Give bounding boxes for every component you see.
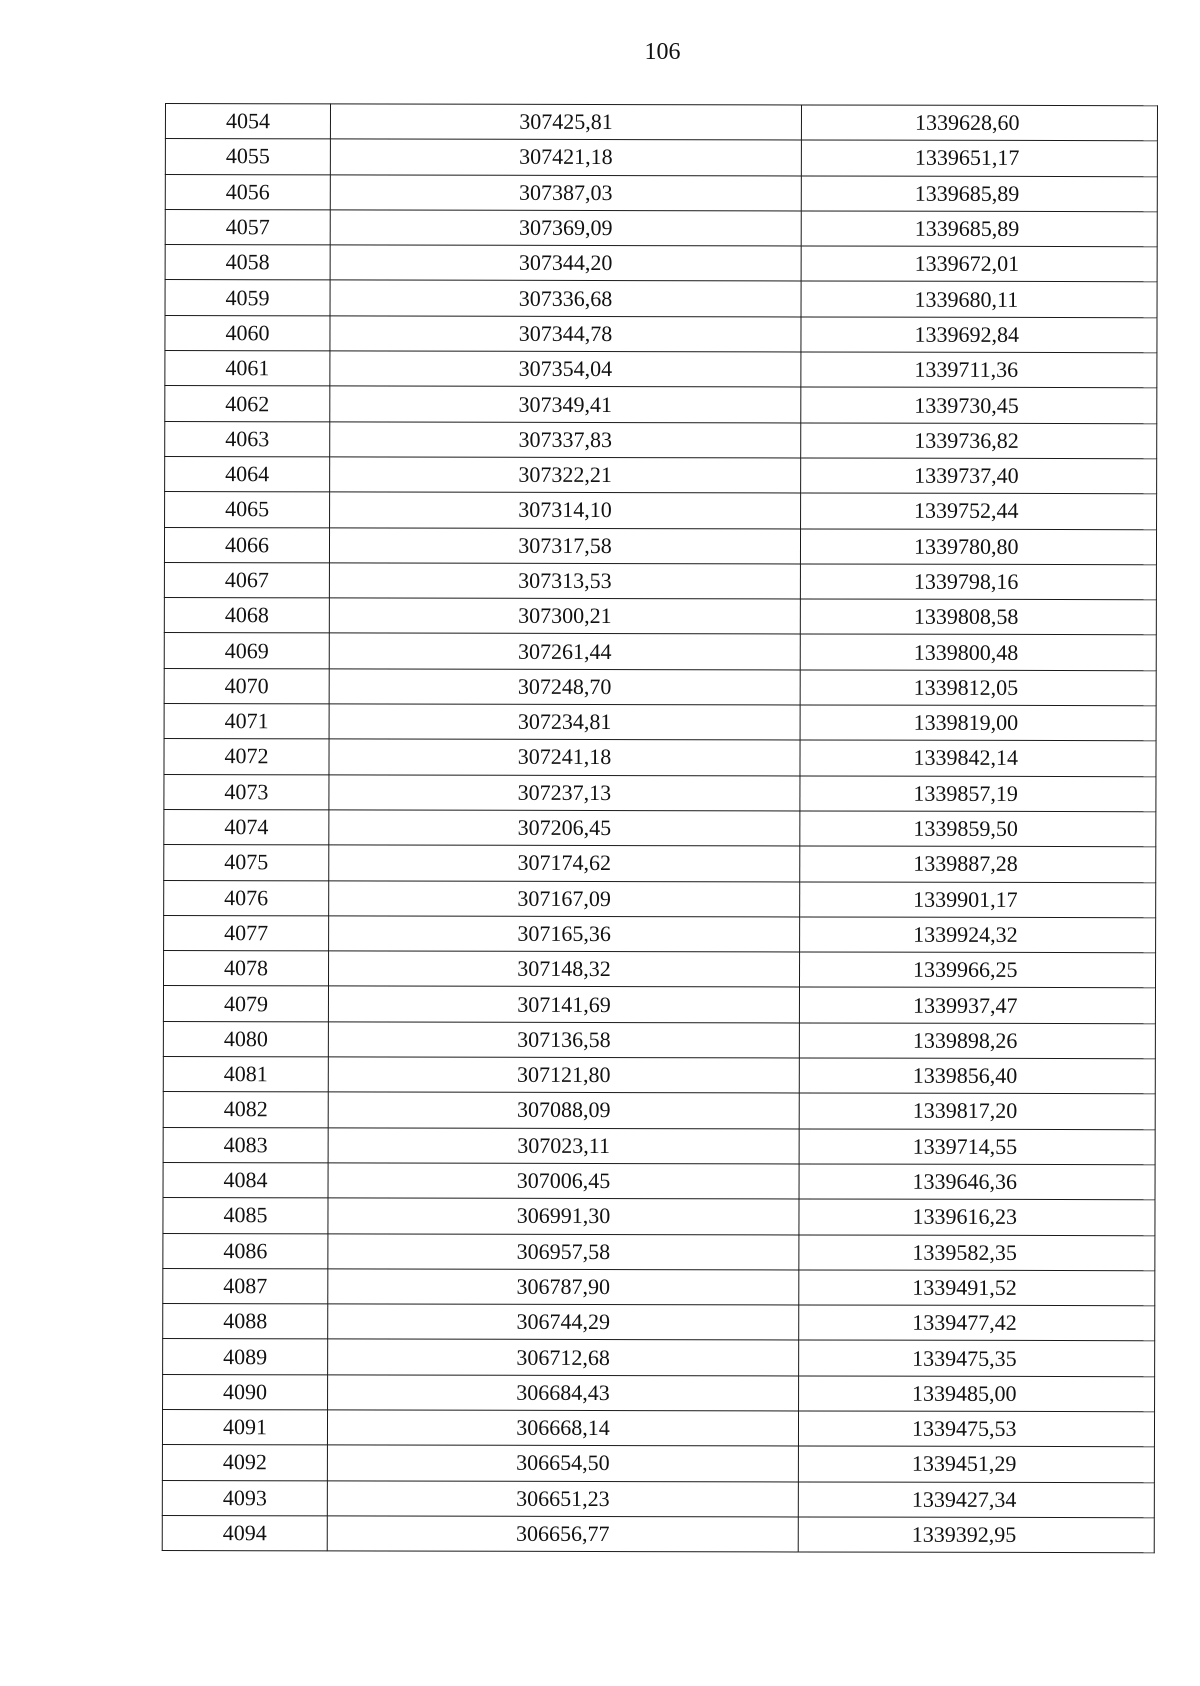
x-coordinate-cell: 307006,45 <box>328 1163 799 1199</box>
y-coordinate-cell: 1339937,47 <box>799 987 1155 1023</box>
y-coordinate-cell: 1339901,17 <box>800 881 1156 917</box>
table-row <box>164 915 1156 953</box>
point-number-cell: 4082 <box>163 1092 328 1128</box>
table-row <box>163 1339 1155 1377</box>
y-coordinate-cell: 1339812,05 <box>800 670 1156 706</box>
table-row <box>162 1515 1154 1553</box>
table-row <box>165 351 1157 389</box>
y-coordinate-cell: 1339808,58 <box>800 599 1156 635</box>
table-row <box>164 739 1156 777</box>
x-coordinate-cell: 306957,58 <box>328 1233 799 1269</box>
x-coordinate-cell: 307141,69 <box>328 986 799 1022</box>
x-coordinate-cell: 307167,09 <box>329 880 800 916</box>
point-number-cell: 4061 <box>165 351 330 387</box>
table-row <box>165 174 1157 212</box>
point-number-cell: 4062 <box>165 386 330 422</box>
y-coordinate-cell: 1339898,26 <box>799 1023 1155 1059</box>
point-number-cell: 4078 <box>163 951 328 987</box>
point-number-cell: 4058 <box>165 245 330 281</box>
y-coordinate-cell: 1339427,34 <box>798 1482 1154 1518</box>
point-number-cell: 4063 <box>165 421 330 457</box>
x-coordinate-cell: 307317,58 <box>329 527 800 563</box>
table-row <box>163 1092 1155 1130</box>
coordinates-table <box>162 103 1158 1553</box>
y-coordinate-cell: 1339692,84 <box>801 317 1157 353</box>
x-coordinate-cell: 307023,11 <box>328 1127 799 1163</box>
point-number-cell: 4064 <box>165 456 330 492</box>
x-coordinate-cell: 307387,03 <box>330 174 801 210</box>
point-number-cell: 4081 <box>163 1057 328 1093</box>
table-row <box>165 280 1157 318</box>
table-row <box>164 809 1156 847</box>
y-coordinate-cell: 1339817,20 <box>799 1093 1155 1129</box>
table-row <box>165 104 1157 142</box>
point-number-cell: 4076 <box>164 880 329 916</box>
y-coordinate-cell: 1339966,25 <box>799 952 1155 988</box>
y-coordinate-cell: 1339475,35 <box>799 1340 1155 1376</box>
x-coordinate-cell: 307344,78 <box>330 316 801 352</box>
y-coordinate-cell: 1339752,44 <box>801 493 1157 529</box>
point-number-cell: 4087 <box>163 1268 328 1304</box>
table-row <box>162 1409 1154 1447</box>
x-coordinate-cell: 306744,29 <box>328 1304 799 1340</box>
y-coordinate-cell: 1339646,36 <box>799 1164 1155 1200</box>
table-row <box>165 245 1157 283</box>
y-coordinate-cell: 1339651,17 <box>801 140 1157 176</box>
y-coordinate-cell: 1339842,14 <box>800 740 1156 776</box>
x-coordinate-cell: 307349,41 <box>330 386 801 422</box>
x-coordinate-cell: 306712,68 <box>328 1339 799 1375</box>
y-coordinate-cell: 1339475,53 <box>798 1411 1154 1447</box>
y-coordinate-cell: 1339887,28 <box>800 846 1156 882</box>
y-coordinate-cell: 1339857,19 <box>800 776 1156 812</box>
point-number-cell: 4057 <box>165 209 330 245</box>
y-coordinate-cell: 1339672,01 <box>801 246 1157 282</box>
page-number: 106 <box>644 39 681 65</box>
table-row <box>163 1127 1155 1165</box>
x-coordinate-cell: 307248,70 <box>329 669 800 705</box>
y-coordinate-cell: 1339798,16 <box>800 564 1156 600</box>
y-coordinate-cell: 1339685,89 <box>801 176 1157 212</box>
y-coordinate-cell: 1339477,42 <box>799 1305 1155 1341</box>
point-number-cell: 4065 <box>165 492 330 528</box>
y-coordinate-cell: 1339685,89 <box>801 211 1157 247</box>
x-coordinate-cell: 307421,18 <box>330 139 801 175</box>
point-number-cell: 4055 <box>165 139 330 175</box>
point-number-cell: 4093 <box>162 1480 327 1516</box>
y-coordinate-cell: 1339780,80 <box>800 529 1156 565</box>
point-number-cell: 4070 <box>164 668 329 704</box>
table-row <box>163 1304 1155 1342</box>
y-coordinate-cell: 1339582,35 <box>799 1234 1155 1270</box>
x-coordinate-cell: 306684,43 <box>328 1375 799 1411</box>
point-number-cell: 4092 <box>162 1445 327 1481</box>
x-coordinate-cell: 306787,90 <box>328 1269 799 1305</box>
table-row <box>164 562 1156 600</box>
table-row <box>163 1233 1155 1271</box>
point-number-cell: 4056 <box>165 174 330 210</box>
point-number-cell: 4073 <box>164 774 329 810</box>
table-row <box>165 492 1157 530</box>
table-row <box>164 598 1156 636</box>
x-coordinate-cell: 307336,68 <box>330 280 801 316</box>
point-number-cell: 4066 <box>164 527 329 563</box>
y-coordinate-cell: 1339736,82 <box>801 423 1157 459</box>
point-number-cell: 4075 <box>164 845 329 881</box>
table-row <box>162 1480 1154 1518</box>
x-coordinate-cell: 307354,04 <box>330 351 801 387</box>
x-coordinate-cell: 306668,14 <box>327 1410 798 1446</box>
point-number-cell: 4091 <box>162 1409 327 1445</box>
point-number-cell: 4079 <box>163 986 328 1022</box>
point-number-cell: 4094 <box>162 1515 327 1551</box>
table-row <box>163 1021 1155 1059</box>
table-row <box>164 668 1156 706</box>
y-coordinate-cell: 1339680,11 <box>801 281 1157 317</box>
x-coordinate-cell: 306654,50 <box>327 1445 798 1481</box>
x-coordinate-cell: 307313,53 <box>329 563 800 599</box>
table-row <box>162 1445 1154 1483</box>
point-number-cell: 4090 <box>163 1374 328 1410</box>
x-coordinate-cell: 307300,21 <box>329 598 800 634</box>
point-number-cell: 4069 <box>164 633 329 669</box>
table-row <box>164 704 1156 742</box>
y-coordinate-cell: 1339491,52 <box>799 1270 1155 1306</box>
x-coordinate-cell: 306651,23 <box>327 1480 798 1516</box>
x-coordinate-cell: 306656,77 <box>327 1516 798 1552</box>
point-number-cell: 4054 <box>165 104 330 140</box>
x-coordinate-cell: 307369,09 <box>330 210 801 246</box>
point-number-cell: 4077 <box>164 915 329 951</box>
x-coordinate-cell: 307241,18 <box>329 739 800 775</box>
table-row <box>165 209 1157 247</box>
x-coordinate-cell: 307121,80 <box>328 1057 799 1093</box>
point-number-cell: 4071 <box>164 704 329 740</box>
y-coordinate-cell: 1339628,60 <box>801 105 1157 141</box>
x-coordinate-cell: 307206,45 <box>329 810 800 846</box>
point-number-cell: 4060 <box>165 315 330 351</box>
point-number-cell: 4067 <box>164 562 329 598</box>
x-coordinate-cell: 307314,10 <box>330 492 801 528</box>
table-row <box>163 1057 1155 1095</box>
table-row <box>165 421 1157 459</box>
table-row <box>165 386 1157 424</box>
table-row <box>163 1198 1155 1236</box>
x-coordinate-cell: 307337,83 <box>330 422 801 458</box>
table-row <box>165 315 1157 353</box>
x-coordinate-cell: 306991,30 <box>328 1198 799 1234</box>
table-row <box>164 774 1156 812</box>
coordinates-table-body <box>162 104 1157 1553</box>
table-row <box>163 1162 1155 1200</box>
table-row <box>164 880 1156 918</box>
y-coordinate-cell: 1339485,00 <box>799 1376 1155 1412</box>
point-number-cell: 4074 <box>164 809 329 845</box>
y-coordinate-cell: 1339616,23 <box>799 1199 1155 1235</box>
point-number-cell: 4080 <box>163 1021 328 1057</box>
y-coordinate-cell: 1339800,48 <box>800 634 1156 670</box>
y-coordinate-cell: 1339451,29 <box>798 1446 1154 1482</box>
point-number-cell: 4086 <box>163 1233 328 1269</box>
point-number-cell: 4084 <box>163 1162 328 1198</box>
y-coordinate-cell: 1339711,36 <box>801 352 1157 388</box>
table-row <box>163 951 1155 989</box>
y-coordinate-cell: 1339819,00 <box>800 705 1156 741</box>
x-coordinate-cell: 307088,09 <box>328 1092 799 1128</box>
table-row <box>163 1268 1155 1306</box>
y-coordinate-cell: 1339859,50 <box>800 811 1156 847</box>
table-row <box>163 986 1155 1024</box>
x-coordinate-cell: 307136,58 <box>328 1022 799 1058</box>
table-row <box>164 633 1156 671</box>
y-coordinate-cell: 1339714,55 <box>799 1129 1155 1165</box>
table-row <box>164 845 1156 883</box>
x-coordinate-cell: 307344,20 <box>330 245 801 281</box>
point-number-cell: 4068 <box>164 598 329 634</box>
x-coordinate-cell: 307261,44 <box>329 633 800 669</box>
table-row <box>165 139 1157 177</box>
x-coordinate-cell: 307148,32 <box>328 951 799 987</box>
x-coordinate-cell: 307322,21 <box>330 457 801 493</box>
x-coordinate-cell: 307237,13 <box>329 775 800 811</box>
y-coordinate-cell: 1339737,40 <box>801 458 1157 494</box>
table-row <box>165 456 1157 494</box>
x-coordinate-cell: 307174,62 <box>329 845 800 881</box>
y-coordinate-cell: 1339730,45 <box>801 387 1157 423</box>
x-coordinate-cell: 307234,81 <box>329 704 800 740</box>
y-coordinate-cell: 1339856,40 <box>799 1058 1155 1094</box>
table-row <box>164 527 1156 565</box>
point-number-cell: 4059 <box>165 280 330 316</box>
point-number-cell: 4072 <box>164 739 329 775</box>
point-number-cell: 4085 <box>163 1198 328 1234</box>
point-number-cell: 4083 <box>163 1127 328 1163</box>
x-coordinate-cell: 307165,36 <box>329 916 800 952</box>
point-number-cell: 4089 <box>163 1339 328 1375</box>
table-row <box>163 1374 1155 1412</box>
y-coordinate-cell: 1339924,32 <box>800 917 1156 953</box>
x-coordinate-cell: 307425,81 <box>330 104 801 140</box>
point-number-cell: 4088 <box>163 1304 328 1340</box>
y-coordinate-cell: 1339392,95 <box>798 1517 1154 1553</box>
